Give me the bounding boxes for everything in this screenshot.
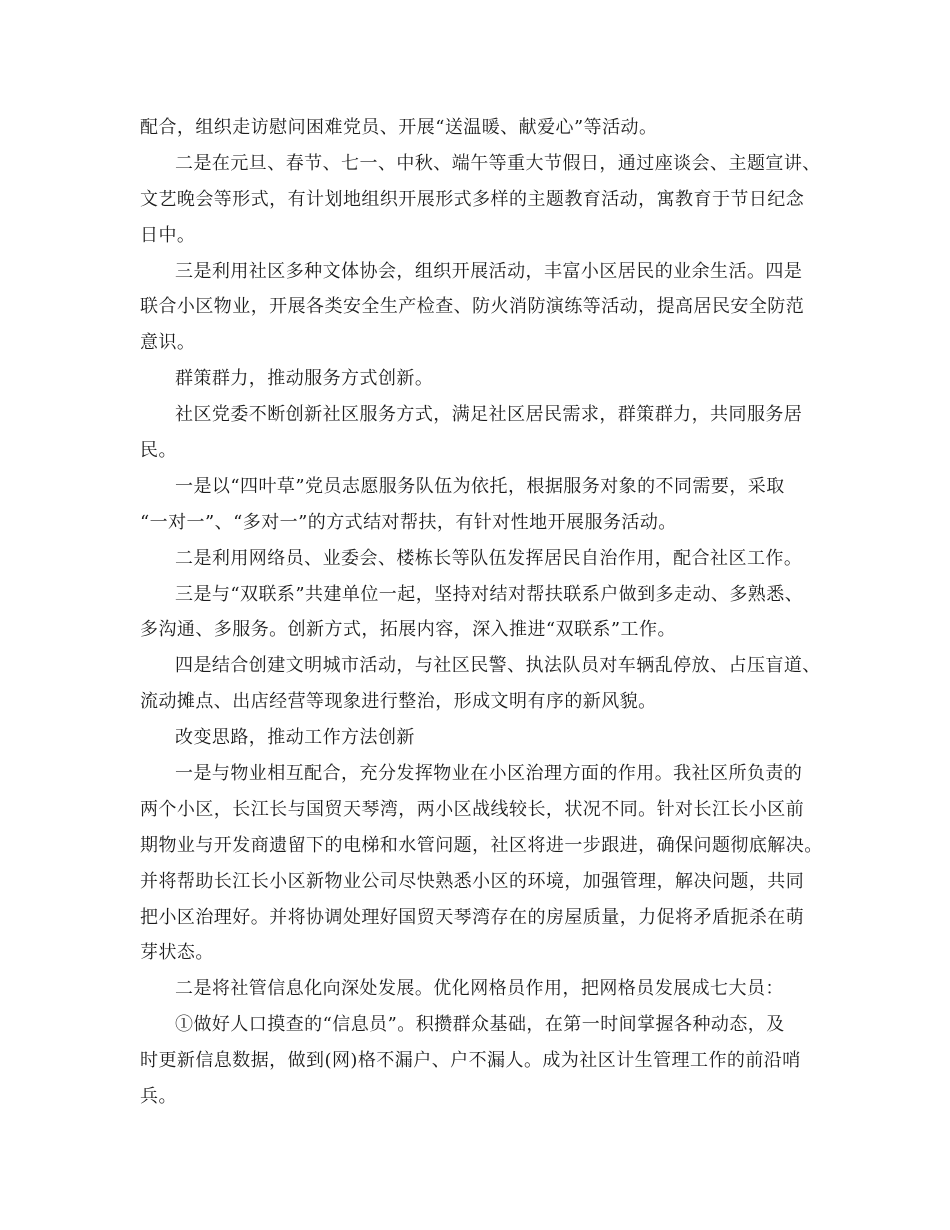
- text-line: 四是结合创建文明城市活动，与社区民警、执法队员对车辆乱停放、占压盲道、: [175, 655, 821, 677]
- text-line: 两个小区，长江长与国贸天琴湾，两小区战线较长，状况不同。针对长江长小区前: [140, 798, 805, 820]
- text-line: 民。: [140, 440, 177, 462]
- text-line: 一是与物业相互配合，充分发挥物业在小区治理方面的作用。我社区所负责的: [175, 763, 803, 785]
- text-line: 一是以“四叶草”党员志愿服务队伍为依托，根据服务对象的不同需要，采取: [175, 475, 785, 497]
- text-line: 芽状态。: [140, 942, 214, 964]
- text-line: 联合小区物业，开展各类安全生产检查、防火消防演练等活动，提高居民安全防范: [140, 296, 805, 318]
- text-line: 二是将社管信息化向深处发展。优化网格员作用，把网格员发展成七大员：: [175, 978, 784, 1000]
- document-page: [140, 110, 823, 1115]
- text-line: 三是利用社区多种文体协会，组织开展活动，丰富小区居民的业余生活。四是: [175, 260, 803, 282]
- section-heading: 群策群力，推动服务方式创新。: [175, 368, 434, 390]
- text-line: 期物业与开发商遗留下的电梯和水管问题，社区将进一步跟进，确保问题彻底解决。: [140, 834, 823, 856]
- text-line: 把小区治理好。并将协调处理好国贸天琴湾存在的房屋质量，力促将矛盾扼杀在萌: [140, 906, 805, 928]
- text-line: 社区党委不断创新社区服务方式，满足社区居民需求，群策群力，共同服务居: [175, 404, 803, 426]
- text-line: 流动摊点、出店经营等现象进行整治，形成文明有序的新风貌。: [140, 691, 657, 713]
- text-line: “一对一”、“多对一”的方式结对帮扶，有针对性地开展服务活动。: [140, 511, 677, 533]
- text-line: 日中。: [140, 224, 196, 246]
- text-line: 多沟通、多服务。创新方式，拓展内容，深入推进“双联系”工作。: [140, 619, 676, 641]
- text-line: 配合，组织走访慰问困难党员、开展“送温暖、献爱心”等活动。: [140, 117, 658, 138]
- section-heading: 改变思路，推动工作方法创新: [175, 727, 415, 749]
- text-line: 二是利用网络员、业委会、楼栋长等队伍发挥居民自治作用，配合社区工作。: [175, 547, 803, 569]
- text-line: 三是与“双联系”共建单位一起，坚持对结对帮扶联系户做到多走动、多熟悉、: [175, 583, 804, 605]
- text-line: 兵。: [140, 1086, 177, 1108]
- text-line: 文艺晚会等形式，有计划地组织开展形式多样的主题教育活动，寓教育于节日纪念: [140, 188, 805, 210]
- text-line: 二是在元旦、春节、七一、中秋、端午等重大节假日，通过座谈会、主题宣讲、: [175, 152, 821, 174]
- text-line: 意识。: [140, 332, 196, 354]
- text-line: ①做好人口摸查的“信息员”。积攒群众基础，在第一时间掌握各种动态，及: [175, 1014, 785, 1036]
- text-line: 并将帮助长江长小区新物业公司尽快熟悉小区的环境，加强管理，解决问题，共同: [140, 870, 805, 892]
- text-line: 时更新信息数据，做到(网)格不漏户、户不漏人。成为社区计生管理工作的前沿哨: [140, 1050, 801, 1072]
